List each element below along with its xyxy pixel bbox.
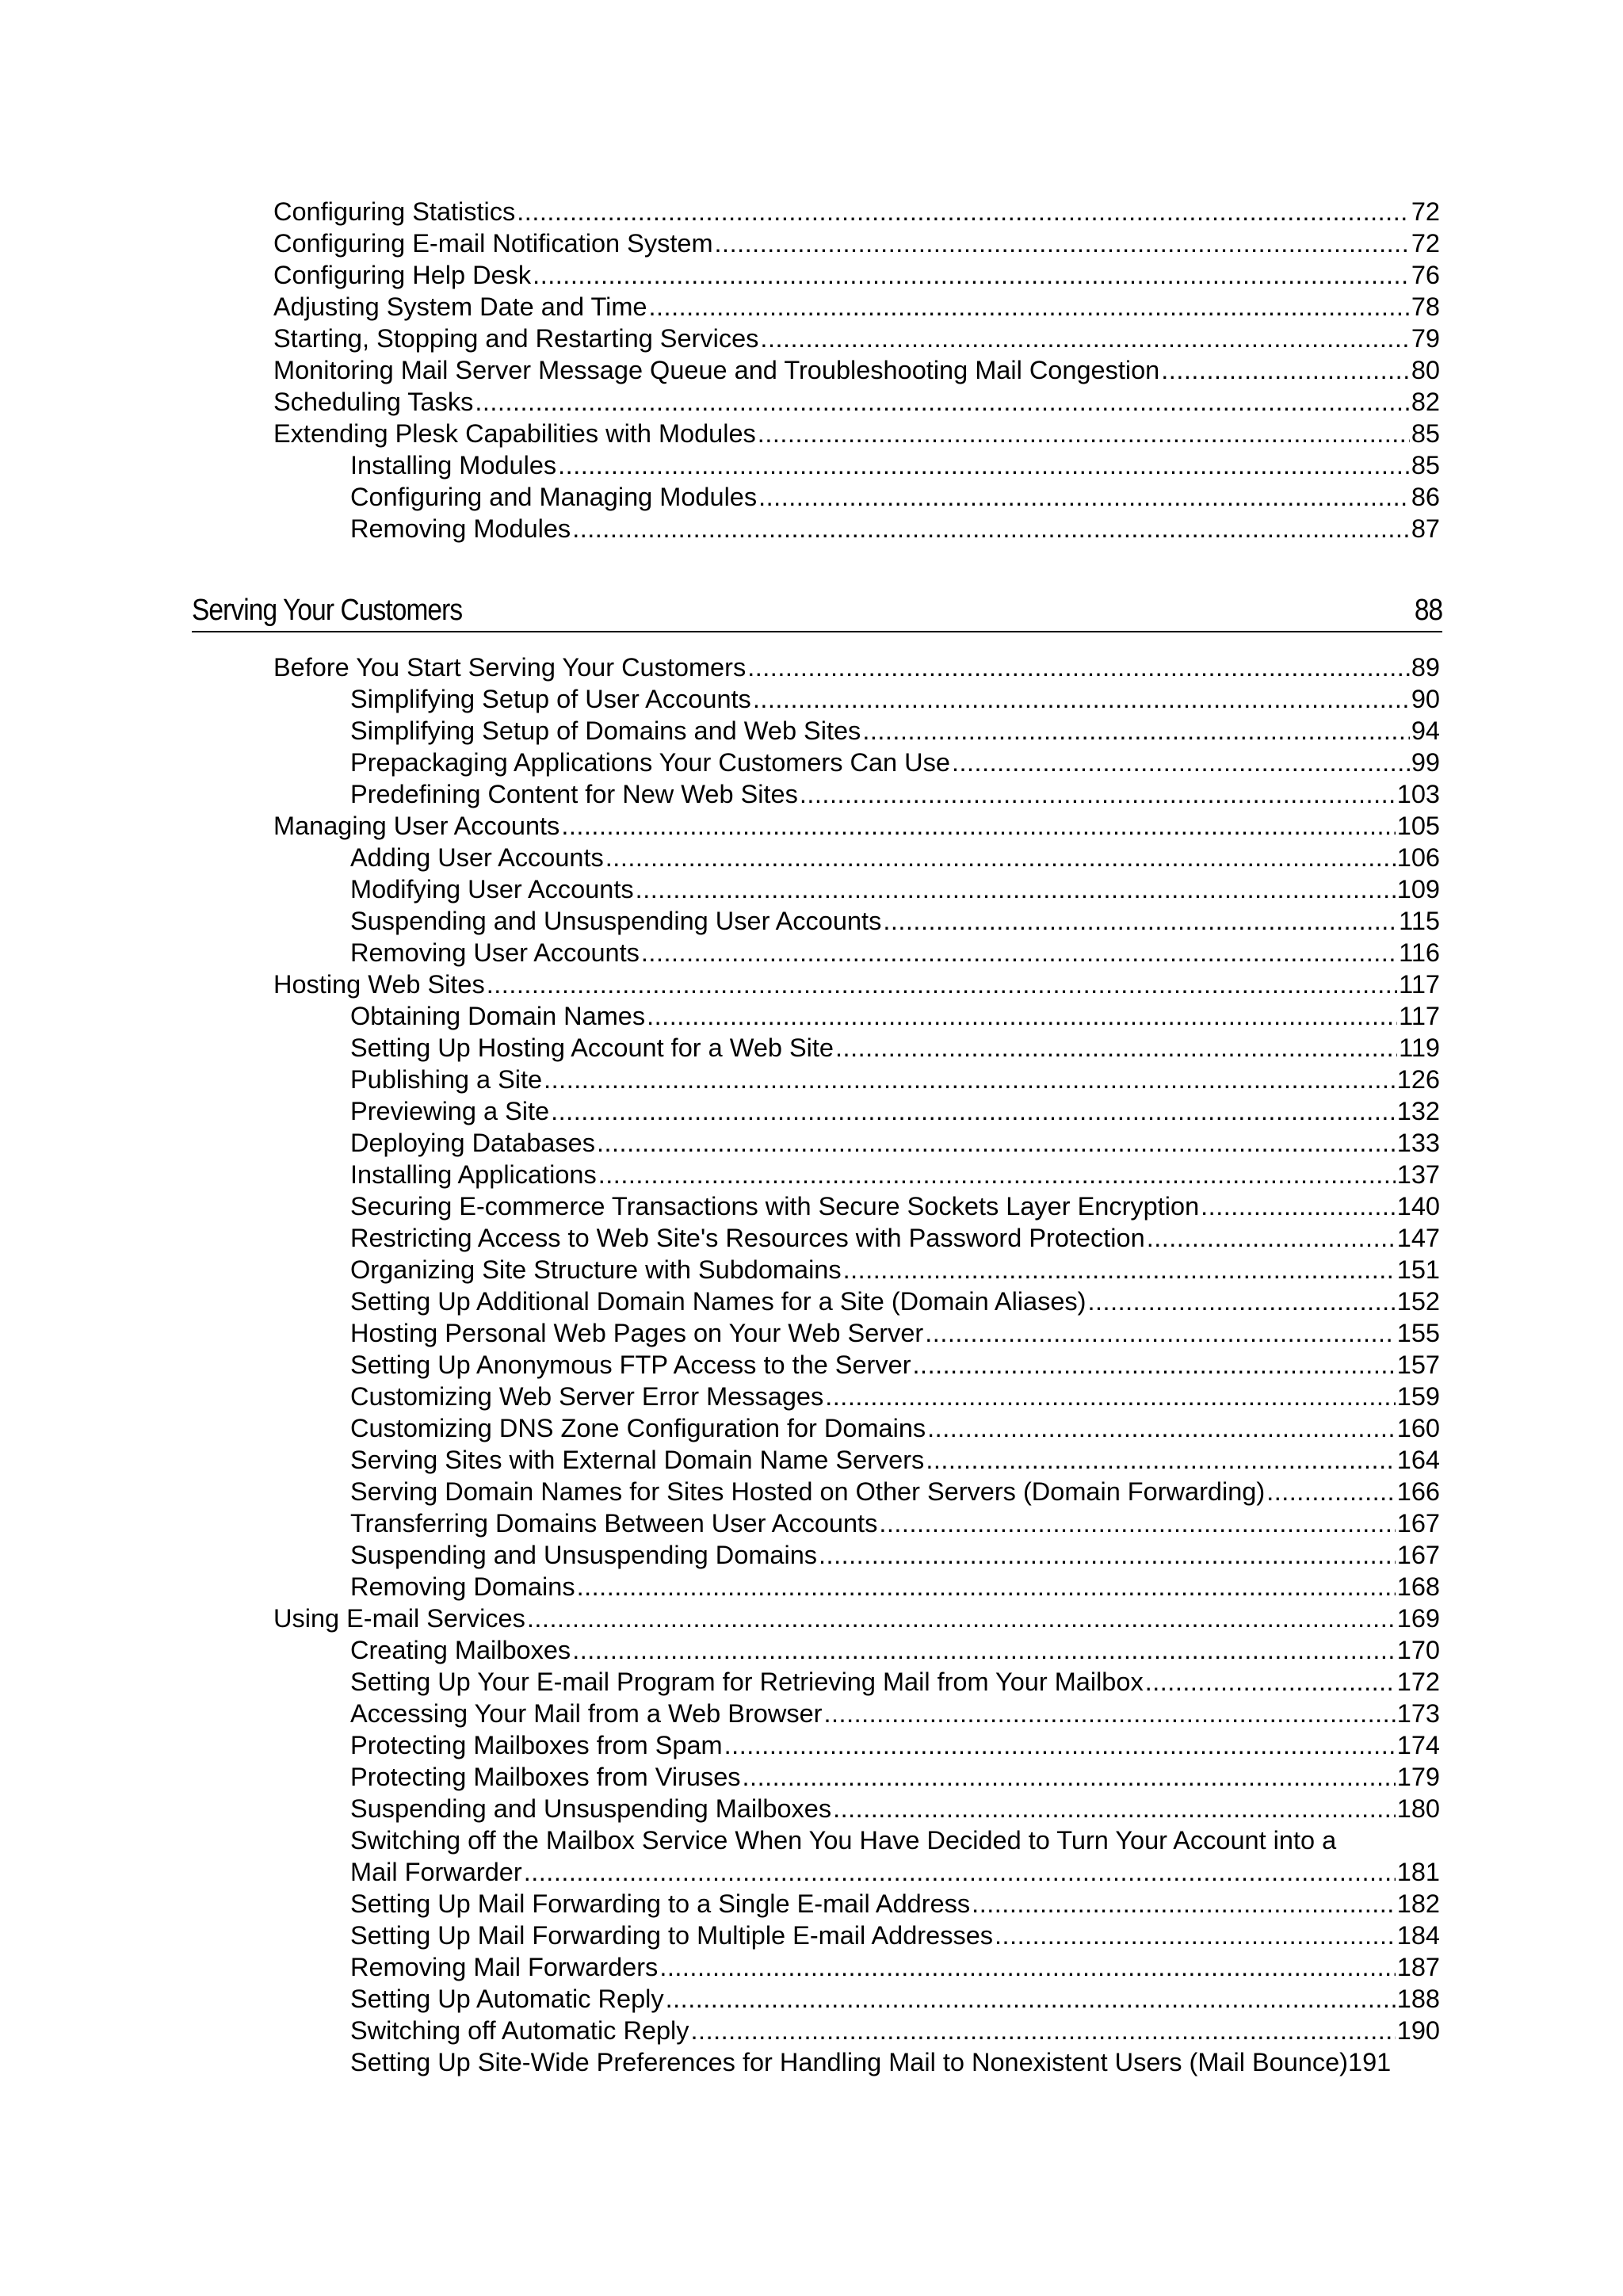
chapter-title: Serving Your Customers <box>192 594 463 627</box>
toc-entry[interactable]: Restricting Access to Web Site's Resources with Password Protection ..... 147 <box>350 1222 1440 1254</box>
toc-entry[interactable]: Serving Domain Names for Sites Hosted on Other Servers (Domain Forwarding) ..... 166 <box>350 1476 1440 1507</box>
toc-entry[interactable]: Removing Modules ..... 87 <box>350 513 1440 544</box>
toc-entry[interactable]: Setting Up Mail Forwarding to a Single E-mail Address ..... 182 <box>350 1888 1440 1920</box>
toc-entry[interactable]: Configuring Help Desk ..... 76 <box>273 259 1440 291</box>
toc-entry[interactable]: Adding User Accounts ..... 106 <box>350 842 1440 873</box>
toc-entry[interactable]: Configuring and Managing Modules ..... 86 <box>350 481 1440 513</box>
toc-entry[interactable]: Installing Applications ..... 137 <box>350 1159 1440 1190</box>
toc-entry[interactable]: Transferring Domains Between User Accounts ..... 167 <box>350 1507 1440 1539</box>
toc-entry[interactable]: Starting, Stopping and Restarting Services ..... 79 <box>273 323 1440 354</box>
toc-entry[interactable]: Setting Up Additional Domain Names for a Site (Domain Aliases) ..... 152 <box>350 1286 1440 1317</box>
toc-entry[interactable]: Hosting Personal Web Pages on Your Web Server ..... 155 <box>350 1317 1440 1349</box>
toc-entry[interactable]: Prepackaging Applications Your Customers Can Use ..... 99 <box>350 747 1440 778</box>
toc-entry[interactable]: Obtaining Domain Names ..... 117 <box>350 1000 1440 1032</box>
toc-entry[interactable]: Removing Domains ..... 168 <box>350 1571 1440 1603</box>
toc-entry[interactable]: Using E-mail Services ..... 169 <box>273 1603 1440 1634</box>
toc-entry[interactable]: Configuring Statistics ..... 72 <box>273 196 1440 227</box>
toc-entry[interactable]: Extending Plesk Capabilities with Modules ..... 85 <box>273 418 1440 449</box>
toc-entry[interactable]: Serving Sites with External Domain Name Servers ..... 164 <box>350 1444 1440 1476</box>
toc-entry[interactable]: Protecting Mailboxes from Viruses ..... 179 <box>350 1761 1440 1793</box>
toc-entry[interactable]: Protecting Mailboxes from Spam ..... 174 <box>350 1729 1440 1761</box>
toc-entry[interactable]: Customizing Web Server Error Messages ..... 159 <box>350 1381 1440 1412</box>
toc-entry[interactable]: Adjusting System Date and Time ..... 78 <box>273 291 1440 323</box>
toc-entry[interactable]: Suspending and Unsuspending Domains ..... 167 <box>350 1539 1440 1571</box>
toc-entry[interactable]: Removing User Accounts ..... 116 <box>350 937 1440 968</box>
toc-entry[interactable]: Publishing a Site ..... 126 <box>350 1064 1440 1095</box>
toc-entry[interactable]: Switching off Automatic Reply ..... 190 <box>350 2015 1440 2046</box>
toc-entry[interactable]: Monitoring Mail Server Message Queue and Troubleshooting Mail Congestion ..... 80 <box>273 354 1440 386</box>
toc-entry[interactable]: Simplifying Setup of User Accounts ..... 90 <box>350 683 1440 715</box>
toc-entry[interactable]: Deploying Databases ..... 133 <box>350 1127 1440 1159</box>
toc-entry[interactable]: Scheduling Tasks ..... 82 <box>273 386 1440 418</box>
toc-entry[interactable]: Setting Up Hosting Account for a Web Site ..... 119 <box>350 1032 1440 1064</box>
toc-entry[interactable]: Predefining Content for New Web Sites ..... 103 <box>350 778 1440 810</box>
toc-entry[interactable]: Suspending and Unsuspending User Accounts ..... 115 <box>350 905 1440 937</box>
toc-entry[interactable]: Securing E-commerce Transactions with Secure Sockets Layer Encryption ..... 140 <box>350 1190 1440 1222</box>
toc-entry[interactable]: Accessing Your Mail from a Web Browser ..... 173 <box>350 1698 1440 1729</box>
toc-entry[interactable]: Modifying User Accounts ..... 109 <box>350 873 1440 905</box>
chapter-page: 88 <box>1414 594 1442 627</box>
toc-entry[interactable]: Organizing Site Structure with Subdomains ..... 151 <box>350 1254 1440 1286</box>
toc-entry[interactable]: Removing Mail Forwarders ..... 187 <box>350 1951 1440 1983</box>
toc-entry[interactable]: Installing Modules ..... 85 <box>350 449 1440 481</box>
toc-entry[interactable]: Setting Up Mail Forwarding to Multiple E-mail Addresses ..... 184 <box>350 1920 1440 1951</box>
toc-entry[interactable]: Setting Up Automatic Reply ..... 188 <box>350 1983 1440 2015</box>
toc-entry[interactable]: Simplifying Setup of Domains and Web Sites ..... 94 <box>350 715 1440 747</box>
toc-entry-wrapped-line1[interactable]: Switching off the Mailbox Service When You Have Decided to Turn Your Account into a <box>350 1826 1337 1855</box>
toc-entry[interactable]: Before You Start Serving Your Customers ..... 89 <box>273 651 1440 683</box>
toc-entry[interactable]: Customizing DNS Zone Configuration for Domains ..... 160 <box>350 1412 1440 1444</box>
toc-entry[interactable]: Configuring E-mail Notification System ..... 72 <box>273 227 1440 259</box>
toc-entry[interactable]: Previewing a Site ..... 132 <box>350 1095 1440 1127</box>
toc-entry[interactable]: Setting Up Your E-mail Program for Retrieving Mail from Your Mailbox ..... 172 <box>350 1666 1440 1698</box>
toc-entry[interactable]: Hosting Web Sites ..... 117 <box>273 968 1440 1000</box>
chapter-heading[interactable] <box>192 588 1442 632</box>
toc-entry[interactable]: Creating Mailboxes ..... 170 <box>350 1634 1440 1666</box>
toc-entry-last[interactable]: Setting Up Site-Wide Preferences for Handling Mail to Nonexistent Users (Mail Bounce)191 <box>350 2048 1392 2076</box>
toc-entry[interactable]: Setting Up Anonymous FTP Access to the Server ..... 157 <box>350 1349 1440 1381</box>
toc-entry-wrapped-line2[interactable]: Mail Forwarder ..... 181 <box>350 1856 1440 1888</box>
toc-entry[interactable]: Suspending and Unsuspending Mailboxes ..... 180 <box>350 1793 1440 1824</box>
toc-entry[interactable]: Managing User Accounts ..... 105 <box>273 810 1440 842</box>
